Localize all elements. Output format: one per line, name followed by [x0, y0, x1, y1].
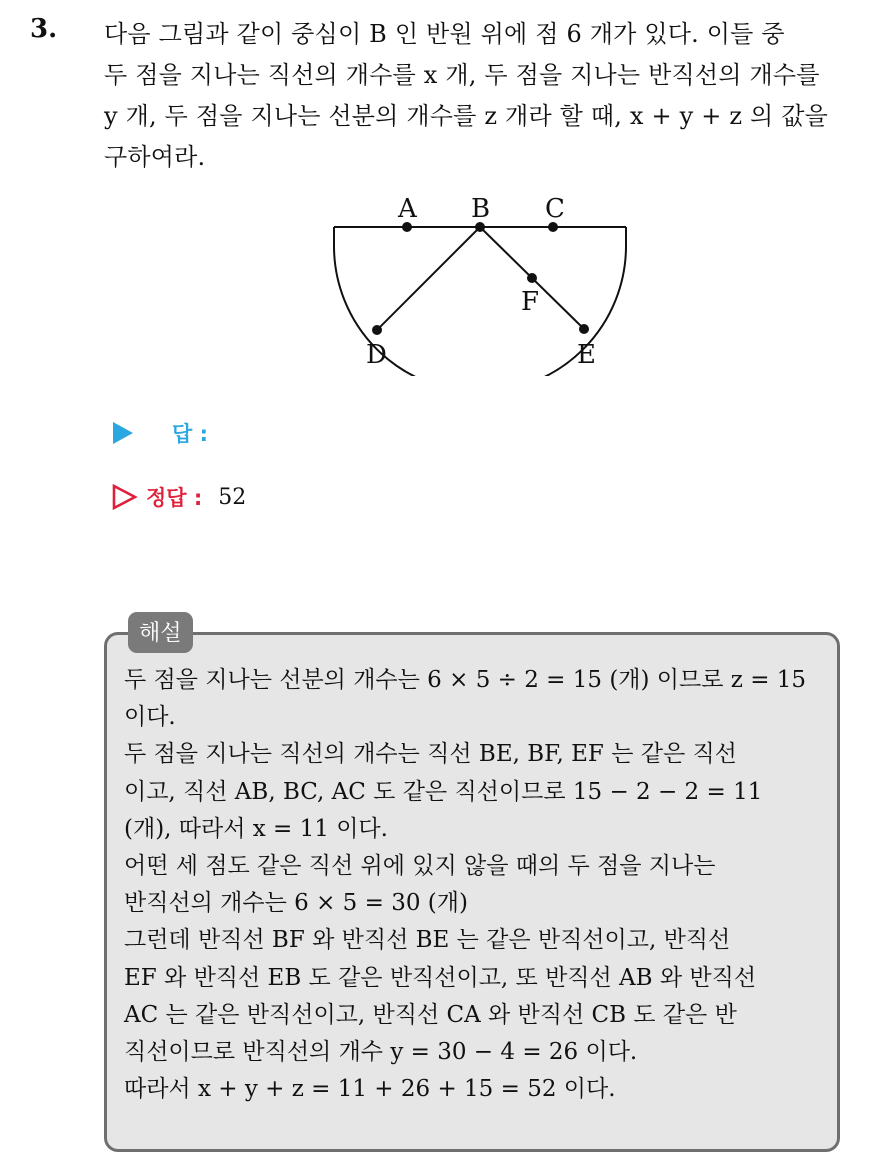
answer-label: 답 : [172, 422, 208, 446]
point-d [372, 325, 382, 335]
solution-line: 이다. [124, 704, 176, 731]
solution-line: 어떤 세 점도 같은 직선 위에 있지 않을 때의 두 점을 지나는 [124, 853, 716, 880]
label-f: F [521, 287, 540, 317]
label-b: B [471, 194, 491, 224]
answer-row [112, 418, 208, 448]
solution-line: AC 는 같은 반직선이고, 반직선 CA 와 반직선 CB 도 같은 반 [124, 1001, 737, 1028]
solution-line: 이고, 직선 AB, BC, AC 도 같은 직선이므로 15 − 2 − 2 = 11 [124, 778, 763, 805]
solution-line: EF 와 반직선 EB 도 같은 반직선이고, 또 반직선 AB 와 반직선 [124, 964, 757, 991]
solution-line: (개), 따라서 x = 11 이다. [124, 815, 388, 842]
question-line: 다음 그림과 같이 중심이 B 인 반원 위에 점 6 개가 있다. 이들 중 [104, 20, 785, 48]
label-d: D [366, 340, 387, 370]
question-line: y 개, 두 점을 지나는 선분의 개수를 z 개라 할 때, x + y + z 의 값을 [104, 102, 828, 130]
question-number: 3. [30, 14, 58, 44]
solution-tab: 해설 [128, 612, 193, 653]
solution-line: 따라서 x + y + z = 11 + 26 + 15 = 52 이다. [124, 1076, 616, 1103]
label-c: C [545, 194, 565, 224]
solution-line: 두 점을 지나는 선분의 개수는 6 × 5 ÷ 2 = 15 (개) 이므로 z = 15 [124, 667, 807, 693]
question-line: 두 점을 지나는 직선의 개수를 x 개, 두 점을 지나는 반직선의 개수를 [104, 61, 820, 89]
play-arrow-icon [112, 421, 134, 445]
solution-line: 직선이므로 반직선의 개수 y = 30 − 4 = 26 이다. [124, 1039, 638, 1066]
correct-answer-label: 정답 : [146, 486, 203, 510]
semicircle-diagram [320, 186, 640, 376]
point-e [579, 324, 589, 334]
point-f [527, 273, 537, 283]
solution-text [124, 662, 834, 1108]
label-e: E [577, 340, 596, 370]
solution-line: 두 점을 지나는 직선의 개수는 직선 BE, BF, EF 는 같은 직선 [124, 741, 737, 768]
question-text [104, 14, 864, 178]
solution-line: 그런데 반직선 BF 와 반직선 BE 는 같은 반직선이고, 반직선 [124, 927, 731, 954]
question-line: 구하여라. [104, 143, 206, 171]
correct-answer-row [112, 482, 246, 512]
label-a: A [398, 194, 417, 224]
correct-answer-value: 52 [218, 484, 247, 510]
outline-arrow-icon [112, 484, 138, 510]
solution-line: 반직선의 개수는 6 × 5 = 30 (개) [124, 890, 468, 917]
segment-bd [377, 227, 480, 330]
